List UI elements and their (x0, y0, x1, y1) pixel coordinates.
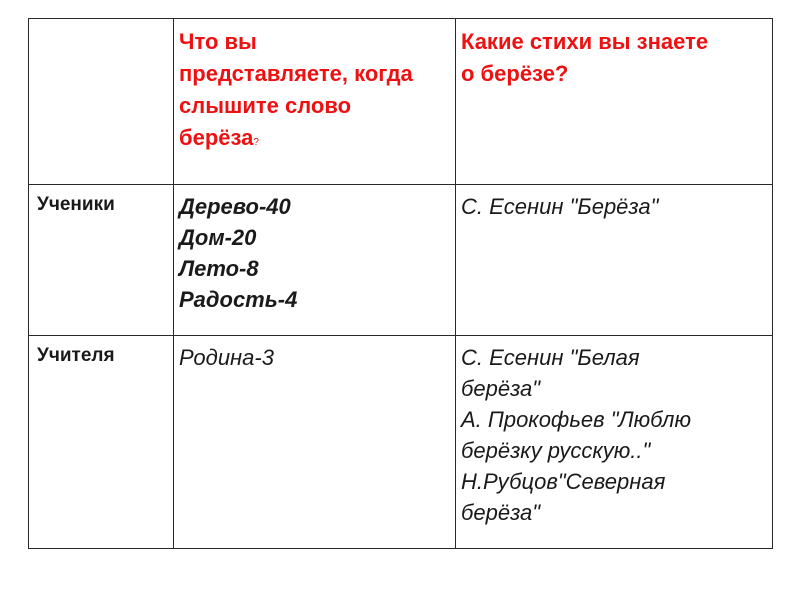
table-row-students (29, 185, 773, 336)
poem-item: берёзку русскую.." (461, 438, 651, 463)
header-associations-last-line (179, 122, 451, 159)
table-row-teachers (29, 336, 773, 549)
header-question-mark: ? (253, 137, 259, 148)
poem-item: А. Прокофьев "Люблю (461, 407, 691, 432)
row-label-cell (29, 336, 174, 549)
header-associations-line: представляете, когда (179, 61, 413, 86)
association-item: Дом-20 (179, 225, 257, 250)
header-associations-question (174, 19, 455, 167)
table-header-row (29, 19, 773, 185)
poems-list (456, 336, 772, 536)
poems-cell (456, 336, 773, 549)
poem-item: С. Есенин "Берёза" (461, 194, 659, 219)
header-cell-poems (456, 19, 773, 185)
header-poems-line: Какие стихи вы знаете (461, 29, 709, 54)
header-associations-line: слышите слово (179, 93, 352, 118)
header-associations-line: Что вы (179, 29, 257, 54)
association-item: Родина-3 (179, 345, 274, 370)
row-label-cell (29, 185, 174, 336)
row-label-teachers: Учителя (37, 345, 115, 366)
header-poems-line: о берёзе? (461, 61, 569, 86)
associations-cell (174, 336, 456, 549)
associations-list (174, 185, 455, 323)
poem-item: С. Есенин "Белая (461, 345, 640, 370)
poem-item: берёза" (461, 500, 541, 525)
associations-cell (174, 185, 456, 336)
poems-cell (456, 185, 773, 336)
poems-list (456, 185, 772, 230)
header-associations-line: берёза (179, 125, 254, 150)
header-cell-empty (29, 19, 174, 185)
poem-item: берёза" (461, 376, 541, 401)
row-label-students: Ученики (37, 194, 115, 215)
associations-list (174, 336, 455, 381)
association-item: Радость-4 (179, 287, 298, 312)
association-item: Лето-8 (179, 256, 259, 281)
association-item: Дерево-40 (179, 194, 291, 219)
poem-item: Н.Рубцов"Северная (461, 469, 666, 494)
survey-table (28, 18, 773, 549)
header-cell-associations (174, 19, 456, 185)
header-poems-question (456, 19, 772, 98)
